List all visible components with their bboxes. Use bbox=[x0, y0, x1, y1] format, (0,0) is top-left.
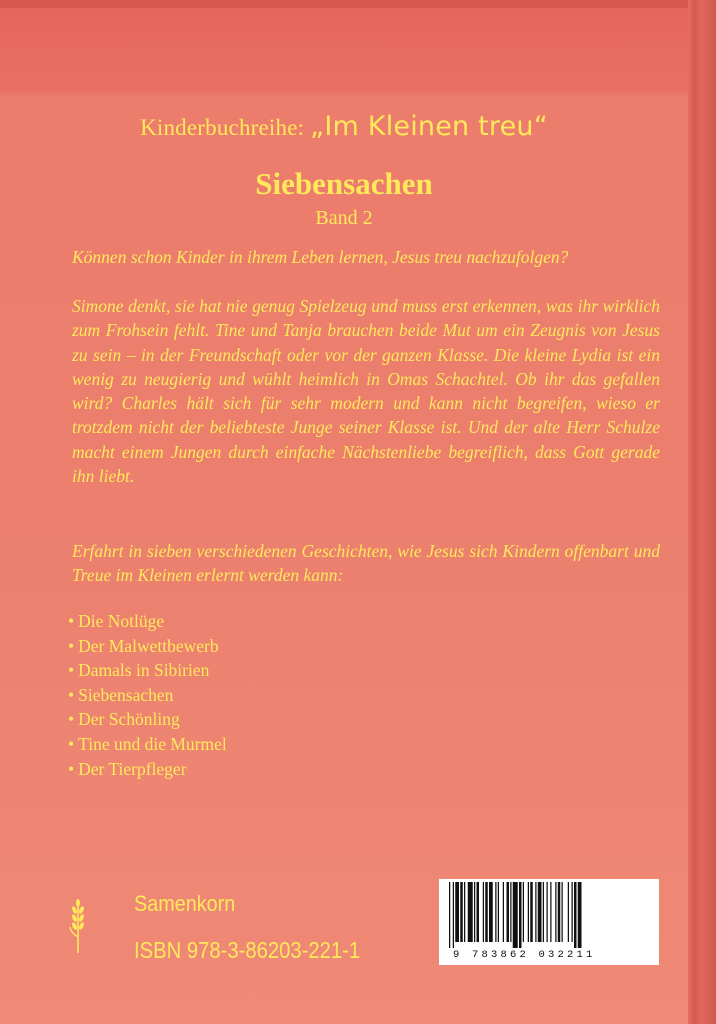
barcode-bar bbox=[523, 882, 524, 942]
story-item: • Der Schönling bbox=[68, 707, 227, 732]
blurb-question: Können schon Kinder in ihrem Leben lernen, Jesus treu nachzufolgen? bbox=[72, 247, 569, 267]
barcode-bar bbox=[568, 882, 569, 942]
barcode-bar bbox=[449, 882, 450, 948]
barcode-digits: 9 783862 032211 bbox=[453, 949, 596, 961]
series-line bbox=[0, 111, 688, 142]
book-spine-edge bbox=[688, 0, 716, 1024]
series-prefix: Kinderbuchreihe: bbox=[140, 115, 311, 140]
barcode-bar bbox=[455, 882, 459, 942]
barcode-bar bbox=[474, 882, 475, 942]
barcode-bar bbox=[538, 882, 542, 942]
barcode-bar bbox=[453, 882, 454, 948]
barcode-bar bbox=[489, 882, 493, 942]
barcode-bar bbox=[547, 882, 548, 942]
cover-top-edge bbox=[0, 0, 716, 8]
book-title: Siebensachen bbox=[255, 166, 433, 201]
barcode-bar bbox=[483, 882, 484, 942]
barcode-bar bbox=[498, 882, 499, 942]
story-item: • Damals in Sibirien bbox=[68, 658, 227, 683]
barcode-bar bbox=[519, 882, 522, 948]
barcode-bar bbox=[528, 882, 529, 942]
barcode-bar bbox=[468, 882, 473, 942]
series-name: „Im Kleinen treu“ bbox=[310, 111, 548, 142]
wheat-icon bbox=[67, 897, 89, 955]
barcode-bar bbox=[535, 882, 536, 942]
barcode-bars bbox=[447, 882, 651, 948]
barcode-bar bbox=[530, 882, 533, 942]
story-list bbox=[68, 609, 227, 781]
barcode-bar bbox=[460, 882, 463, 942]
barcode bbox=[439, 879, 659, 965]
barcode-bar bbox=[550, 882, 551, 942]
barcode-bar bbox=[485, 882, 488, 942]
barcode-bar bbox=[555, 882, 556, 942]
isbn-number: ISBN 978-3-86203-221-1 bbox=[134, 937, 361, 963]
barcode-bar bbox=[513, 882, 518, 948]
barcode-bar bbox=[572, 882, 573, 942]
blurb-summary: Simone denkt, sie hat nie genug Spielzeug und muss erst erkennen, was ihr wirklich zum Frohsein fehlt. Tine und Tanja brauchen beide Mut um ein Zeugnis von Jesus zu sein – in der Freundschaft oder vor der ganzen Klasse. Die kleine Lydia ist ein wenig zu neugierig und wühlt heimlich in Omas Schachtel. Ob ihr das gefallen wird? Charles hält sich für sehr modern und kann nicht begreifen, wieso er trotzdem nicht der beliebteste Junge seiner Klasse ist. Und der alte Herr Schulze macht einem Jungen durch einfache Nächstenliebe begreiflich, dass Gott gerade ihn liebt. bbox=[72, 296, 660, 487]
barcode-bar bbox=[495, 882, 496, 942]
barcode-bar bbox=[464, 882, 465, 942]
barcode-bar bbox=[510, 882, 511, 942]
barcode-bar bbox=[562, 882, 563, 942]
story-item: • Die Notlüge bbox=[68, 609, 227, 634]
barcode-bar bbox=[558, 882, 561, 942]
volume-label: Band 2 bbox=[315, 207, 373, 229]
barcode-bar bbox=[503, 882, 504, 942]
barcode-bar bbox=[507, 882, 510, 942]
barcode-bar bbox=[574, 882, 577, 948]
barcode-bar bbox=[578, 882, 582, 948]
story-item: • Tine und die Murmel bbox=[68, 732, 227, 757]
story-item: • Der Malwettbewerb bbox=[68, 634, 227, 659]
publisher-name: Samenkorn bbox=[134, 891, 236, 916]
story-item: • Siebensachen bbox=[68, 683, 227, 708]
barcode-bar bbox=[543, 882, 544, 942]
blurb-invitation: Erfahrt in sieben verschiedenen Geschichten, wie Jesus sich Kindern offenbart und Treue im Kleinen erlernt werden kann: bbox=[72, 541, 660, 586]
barcode-bar bbox=[477, 882, 480, 942]
story-item: • Der Tierpfleger bbox=[68, 757, 227, 782]
